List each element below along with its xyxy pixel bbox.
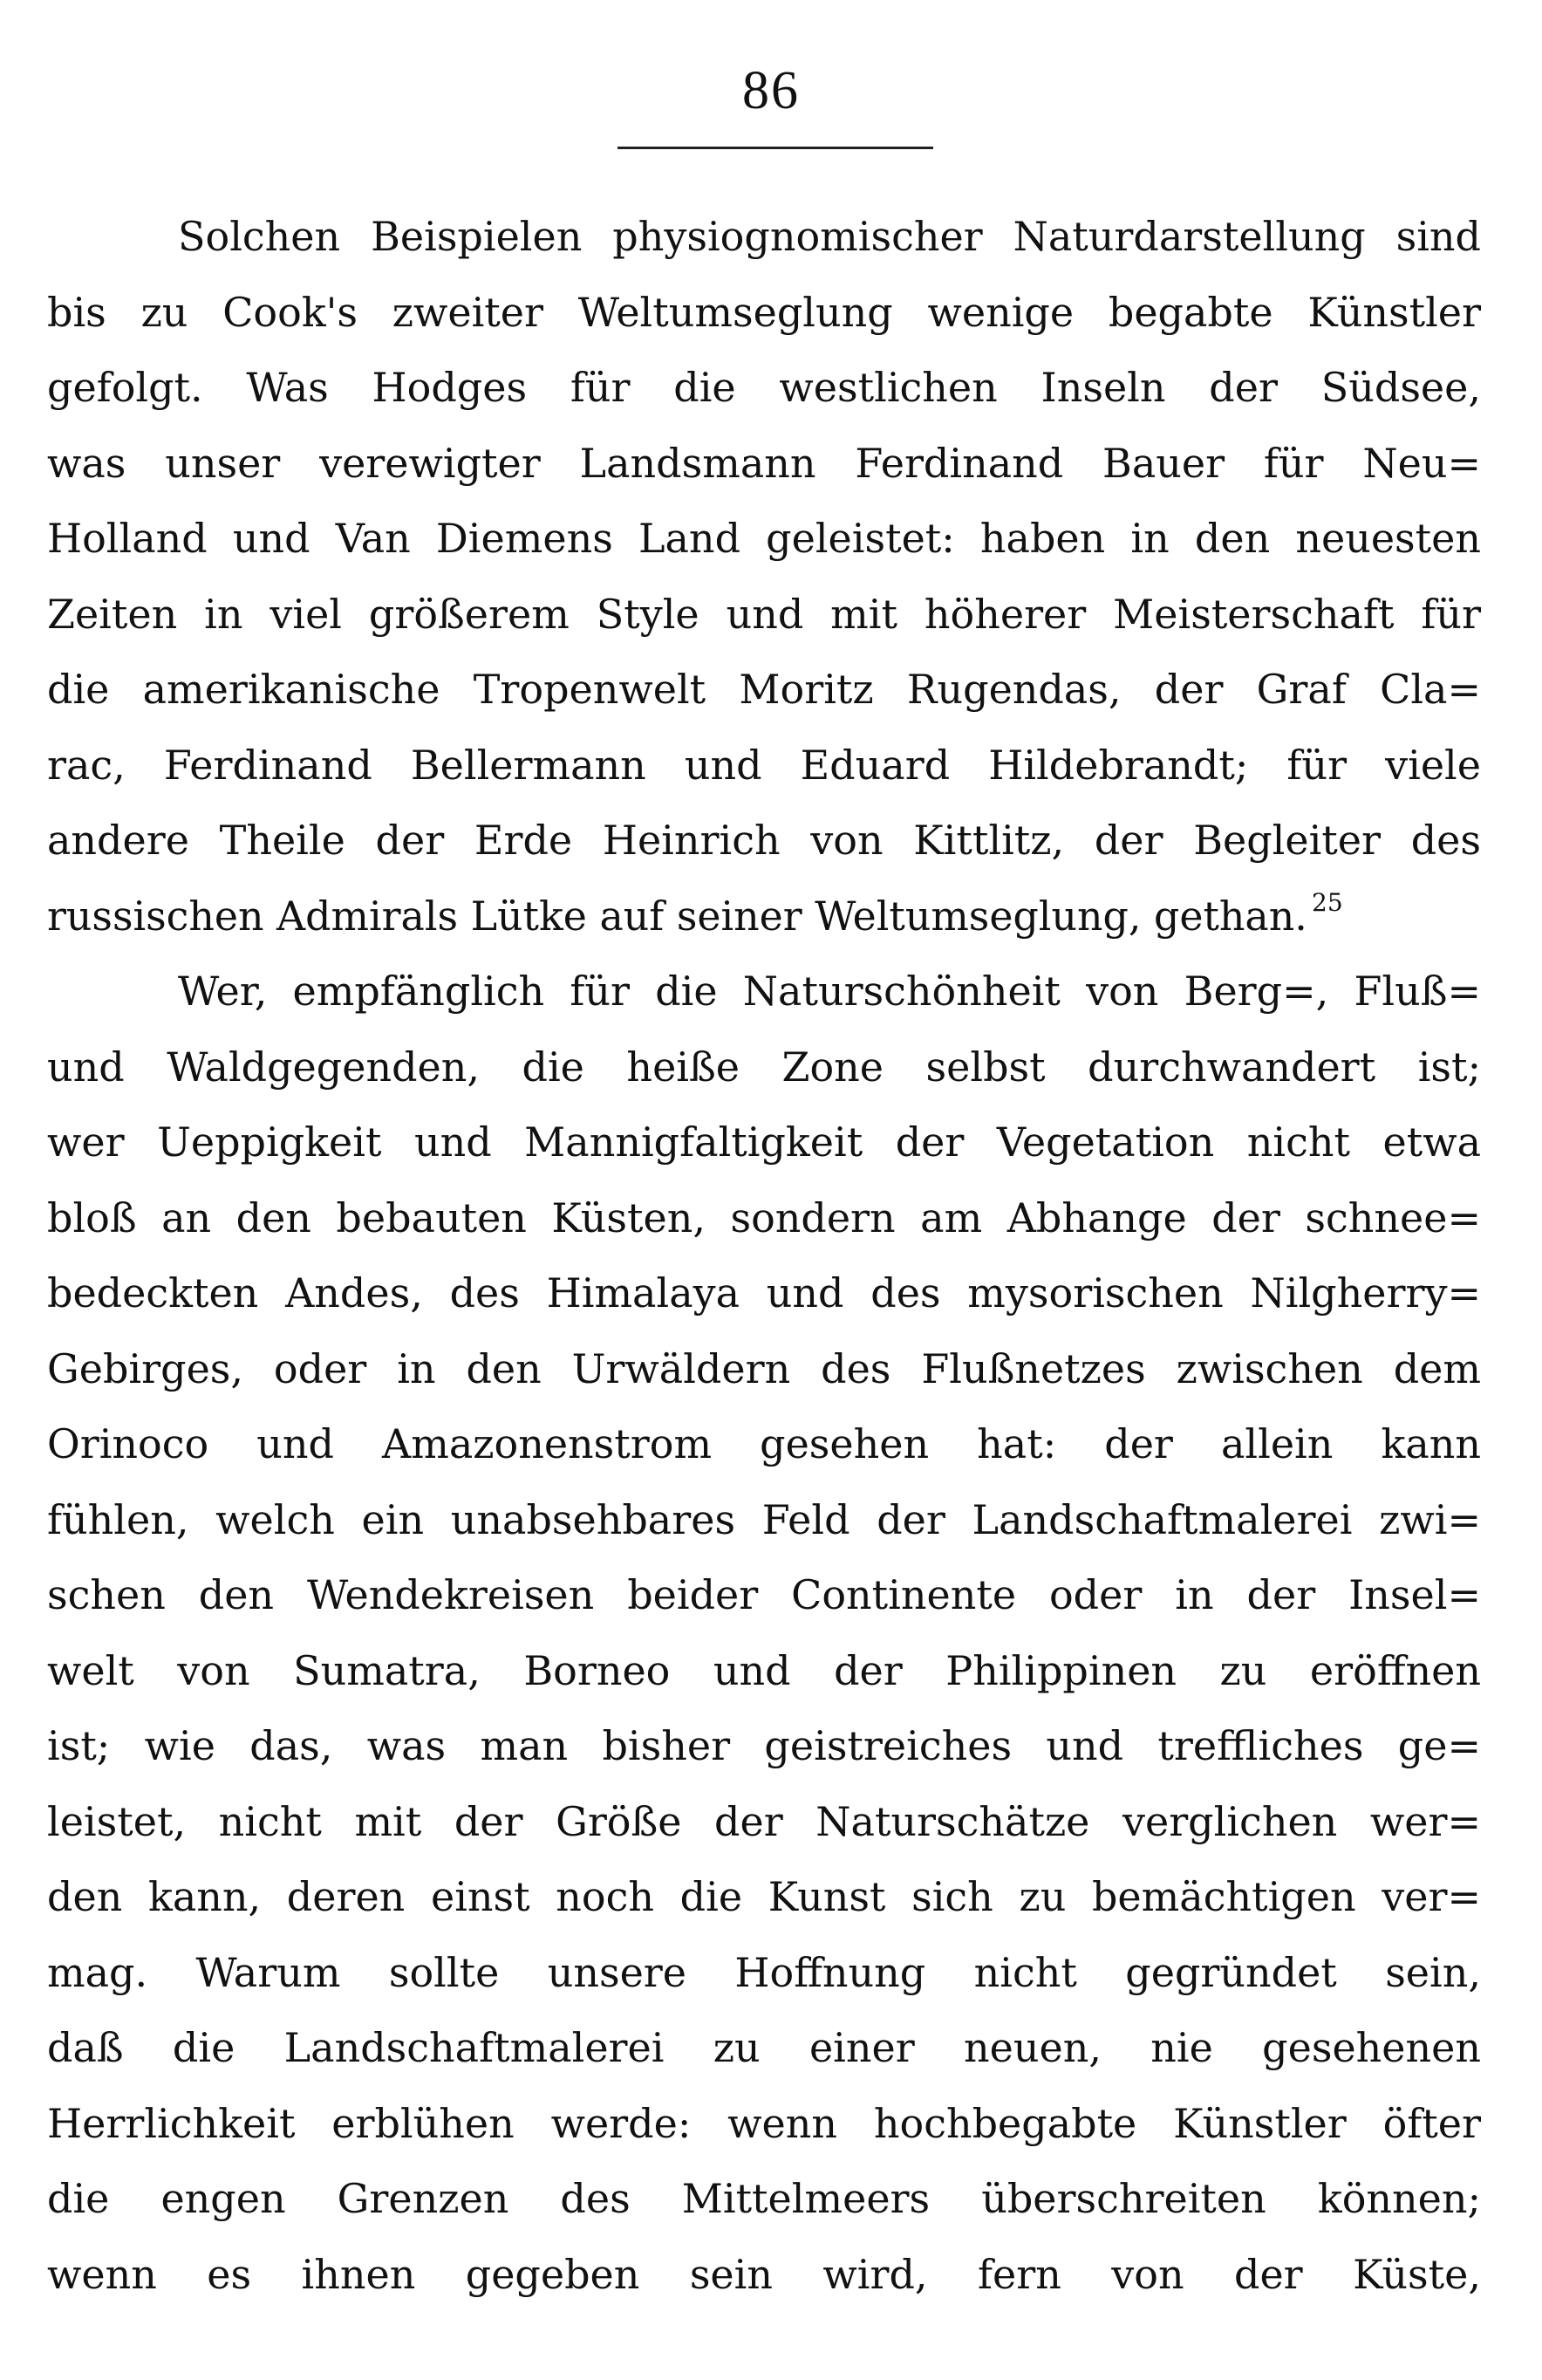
text-line: Solchen Beispielen physiognomischer Naturdarstellung sind (178, 213, 1481, 260)
text-line: Orinoco und Amazonenstrom gesehen hat: der allein kann (47, 1420, 1481, 1467)
text-line: schen den Wendekreisen beider Continente oder in der Insel= (47, 1571, 1481, 1618)
body-text (47, 199, 1481, 2312)
text-line: russischen Admirals Lütke auf seiner Weltumseglung, gethan. $^{25}$ (47, 887, 1343, 940)
text-line: Herrlichkeit erblühen werde: wenn hochbegabte Künstler öfter (47, 2099, 1481, 2147)
text-line: die amerikanische Tropenwelt Moritz Rugendas, der Graf Cla= (47, 666, 1481, 713)
text-line: bedeckten Andes, des Himalaya und des mysorischen Nilgherry= (47, 1269, 1481, 1317)
text-line: ist; wie das, was man bisher geistreiches und treffliches ge= (47, 1722, 1481, 1769)
text-line: Zeiten in viel größerem Style und mit höherer Meisterschaft für (47, 590, 1481, 638)
text-line: und Waldgegenden, die heiße Zone selbst durchwandert ist; (47, 1043, 1481, 1091)
text-line: mag. Warum sollte unsere Hoffnung nicht gegründet sein, (47, 1948, 1481, 1996)
text-line: den kann, deren einst noch die Kunst sich zu bemächtigen ver= (47, 1873, 1481, 1920)
text-line: rac, Ferdinand Bellermann und Eduard Hildebrandt; für viele (47, 741, 1481, 789)
text-line: wer Ueppigkeit und Mannigfaltigkeit der Vegetation nicht etwa (47, 1118, 1481, 1166)
text-line: bloß an den bebauten Küsten, sondern am Abhange der schnee= (47, 1193, 1481, 1241)
text-line: welt von Sumatra, Borneo und der Philippinen zu eröffnen (47, 1646, 1481, 1694)
footnote-marker: 25 (1312, 887, 1343, 917)
text-line: Wer, empfänglich für die Naturschönheit von Berg=, Fluß= (178, 968, 1481, 1015)
text-line: wenn es ihnen gegeben sein wird, fern von der Küste, (47, 2250, 1481, 2298)
text-line: andere Theile der Erde Heinrich von Kittlitz, der Begleiter des (47, 817, 1481, 864)
header-rule (617, 147, 933, 149)
text-line: die engen Grenzen des Mittelmeers überschreiten können; (47, 2175, 1481, 2222)
text-line: gefolgt. Was Hodges für die westlichen Inseln der Südsee, (47, 364, 1481, 411)
text-line: Gebirges, oder in den Urwäldern des Flußnetzes zwischen dem (47, 1344, 1481, 1392)
text-line: was unser verewigter Landsmann Ferdinand Bauer für Neu= (47, 439, 1481, 487)
text-line: bis zu Cook's zweiter Weltumseglung wenige begabte Künstler (47, 288, 1481, 336)
text-line: leistet, nicht mit der Größe der Naturschätze verglichen wer= (47, 1797, 1481, 1845)
text-line: Holland und Van Diemens Land geleistet: haben in den neuesten (47, 515, 1481, 562)
text-line: fühlen, welch ein unabsehbares Feld der Landschaftmalerei zwi= (47, 1495, 1481, 1543)
text-line: daß die Landschaftmalerei zu einer neuen, nie gesehenen (47, 2024, 1481, 2071)
page-number: 86 (742, 61, 800, 120)
